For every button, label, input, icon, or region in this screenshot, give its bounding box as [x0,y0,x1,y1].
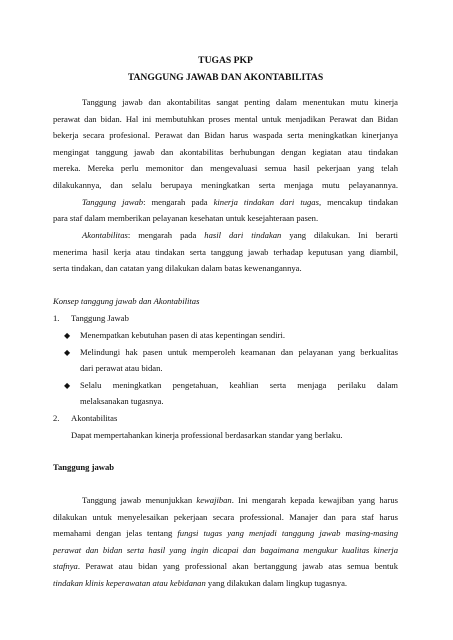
paragraph-line: perawat dan bidan. Hal ini membutuhkan proses mental untuk menjadikan Perawat dan Bidan [53,114,398,124]
definition-line: para staf dalam memberikan pelayanan kesehatan untuk kesejahteraan pasen. [53,213,319,223]
paragraph-line: Tanggung jawab menunjukkan kewajiban. Ini mengarah kepada kewajiban yang harus [82,495,398,505]
bullet-icon: ◆ [64,381,71,390]
doc-subtitle: TANGGUNG JAWAB DAN AKONTABILITAS [127,72,324,83]
list-item-title: Tanggung Jawab [71,313,129,323]
paragraph-line: mengingat tanggung jawab dan akontabilitas berhubungan dengan kegiatan atau tindakan [53,147,398,157]
definition-line: serta tindakan, dan catatan yang dilakukan dalam batas kewenangannya. [53,263,302,273]
list-number: 1. [53,313,60,323]
definition-line: Akontabilitas: mengarah pada hasil dari tindakan yang dilakukan. Ini berarti [82,230,398,240]
paragraph-line: stafnya. Perawat atau bidan yang professional akan bertanggung jawab atas semua bentuk [53,561,398,571]
list-item-text: Dapat mempertahankan kinerja professional berdasarkan standar yang berlaku. [71,430,343,440]
paragraph-line: dilakukannya, dan selalu berupaya meningkatkan serta menjaga mutu pelayanannya. [53,180,398,190]
paragraph-line: memahami dengan jelas tentang fungsi tugas yang menjadi tanggung jawab masing-masing [53,528,398,538]
bullet-text: Melindungi hak pasen untuk memperoleh keamanan dan pelayanan yang berkualitas [80,347,398,357]
paragraph-line: bekerja secara profesional. Perawat dan Bidan harus waspada serta meningkatkan kinerjanya [53,130,398,140]
doc-title: TUGAS PKP [198,55,253,66]
definition-line: menerima hasil kerja atau tindakan serta tanggung jawab terhadap keputusan yang diambil, [53,247,398,257]
section-heading: Tanggung jawab [53,462,115,472]
bullet-icon: ◆ [64,348,71,357]
list-number: 2. [53,413,60,423]
list-item-title: Akontabilitas [71,413,118,423]
bullet-text: Menempatkan kebutuhan pasen di atas kepentingan sendiri. [80,330,285,340]
bullet-text: Selalu meningkatkan pengetahuan, keahlian serta menjaga perilaku dalam [80,380,398,390]
bullet-text: melaksanakan tugasnya. [80,396,164,406]
section-heading: Konsep tanggung jawab dan Akontabilitas [53,296,200,306]
definition-line: Tanggung jawab: mengarah pada kinerja tindakan dari tugas, mencakup tindakan [82,197,399,207]
paragraph-line: perawat dan bidan serta hasil yang ingin dicapai dan bagaimana mengukur kualitas kinerja [53,545,398,555]
paragraph-line: dilakukan untuk menyelesaikan pekerjaan secara professional. Manajer dan para staf harus [53,512,398,522]
paragraph-line: mereka. Mereka perlu memonitor dan mengevaluasi semua hasil pekerjaan yang telah [53,163,398,173]
bullet-text: dari perawat atau bidan. [80,363,163,373]
paragraph-line: Tanggung jawab dan akontabilitas sangat penting dalam menentukan mutu kinerja [82,97,398,107]
bullet-icon: ◆ [64,331,71,340]
paragraph-line: tindakan klinis keperawatan atau kebidanan yang dilakukan dalam lingkup tugasnya. [53,578,348,588]
